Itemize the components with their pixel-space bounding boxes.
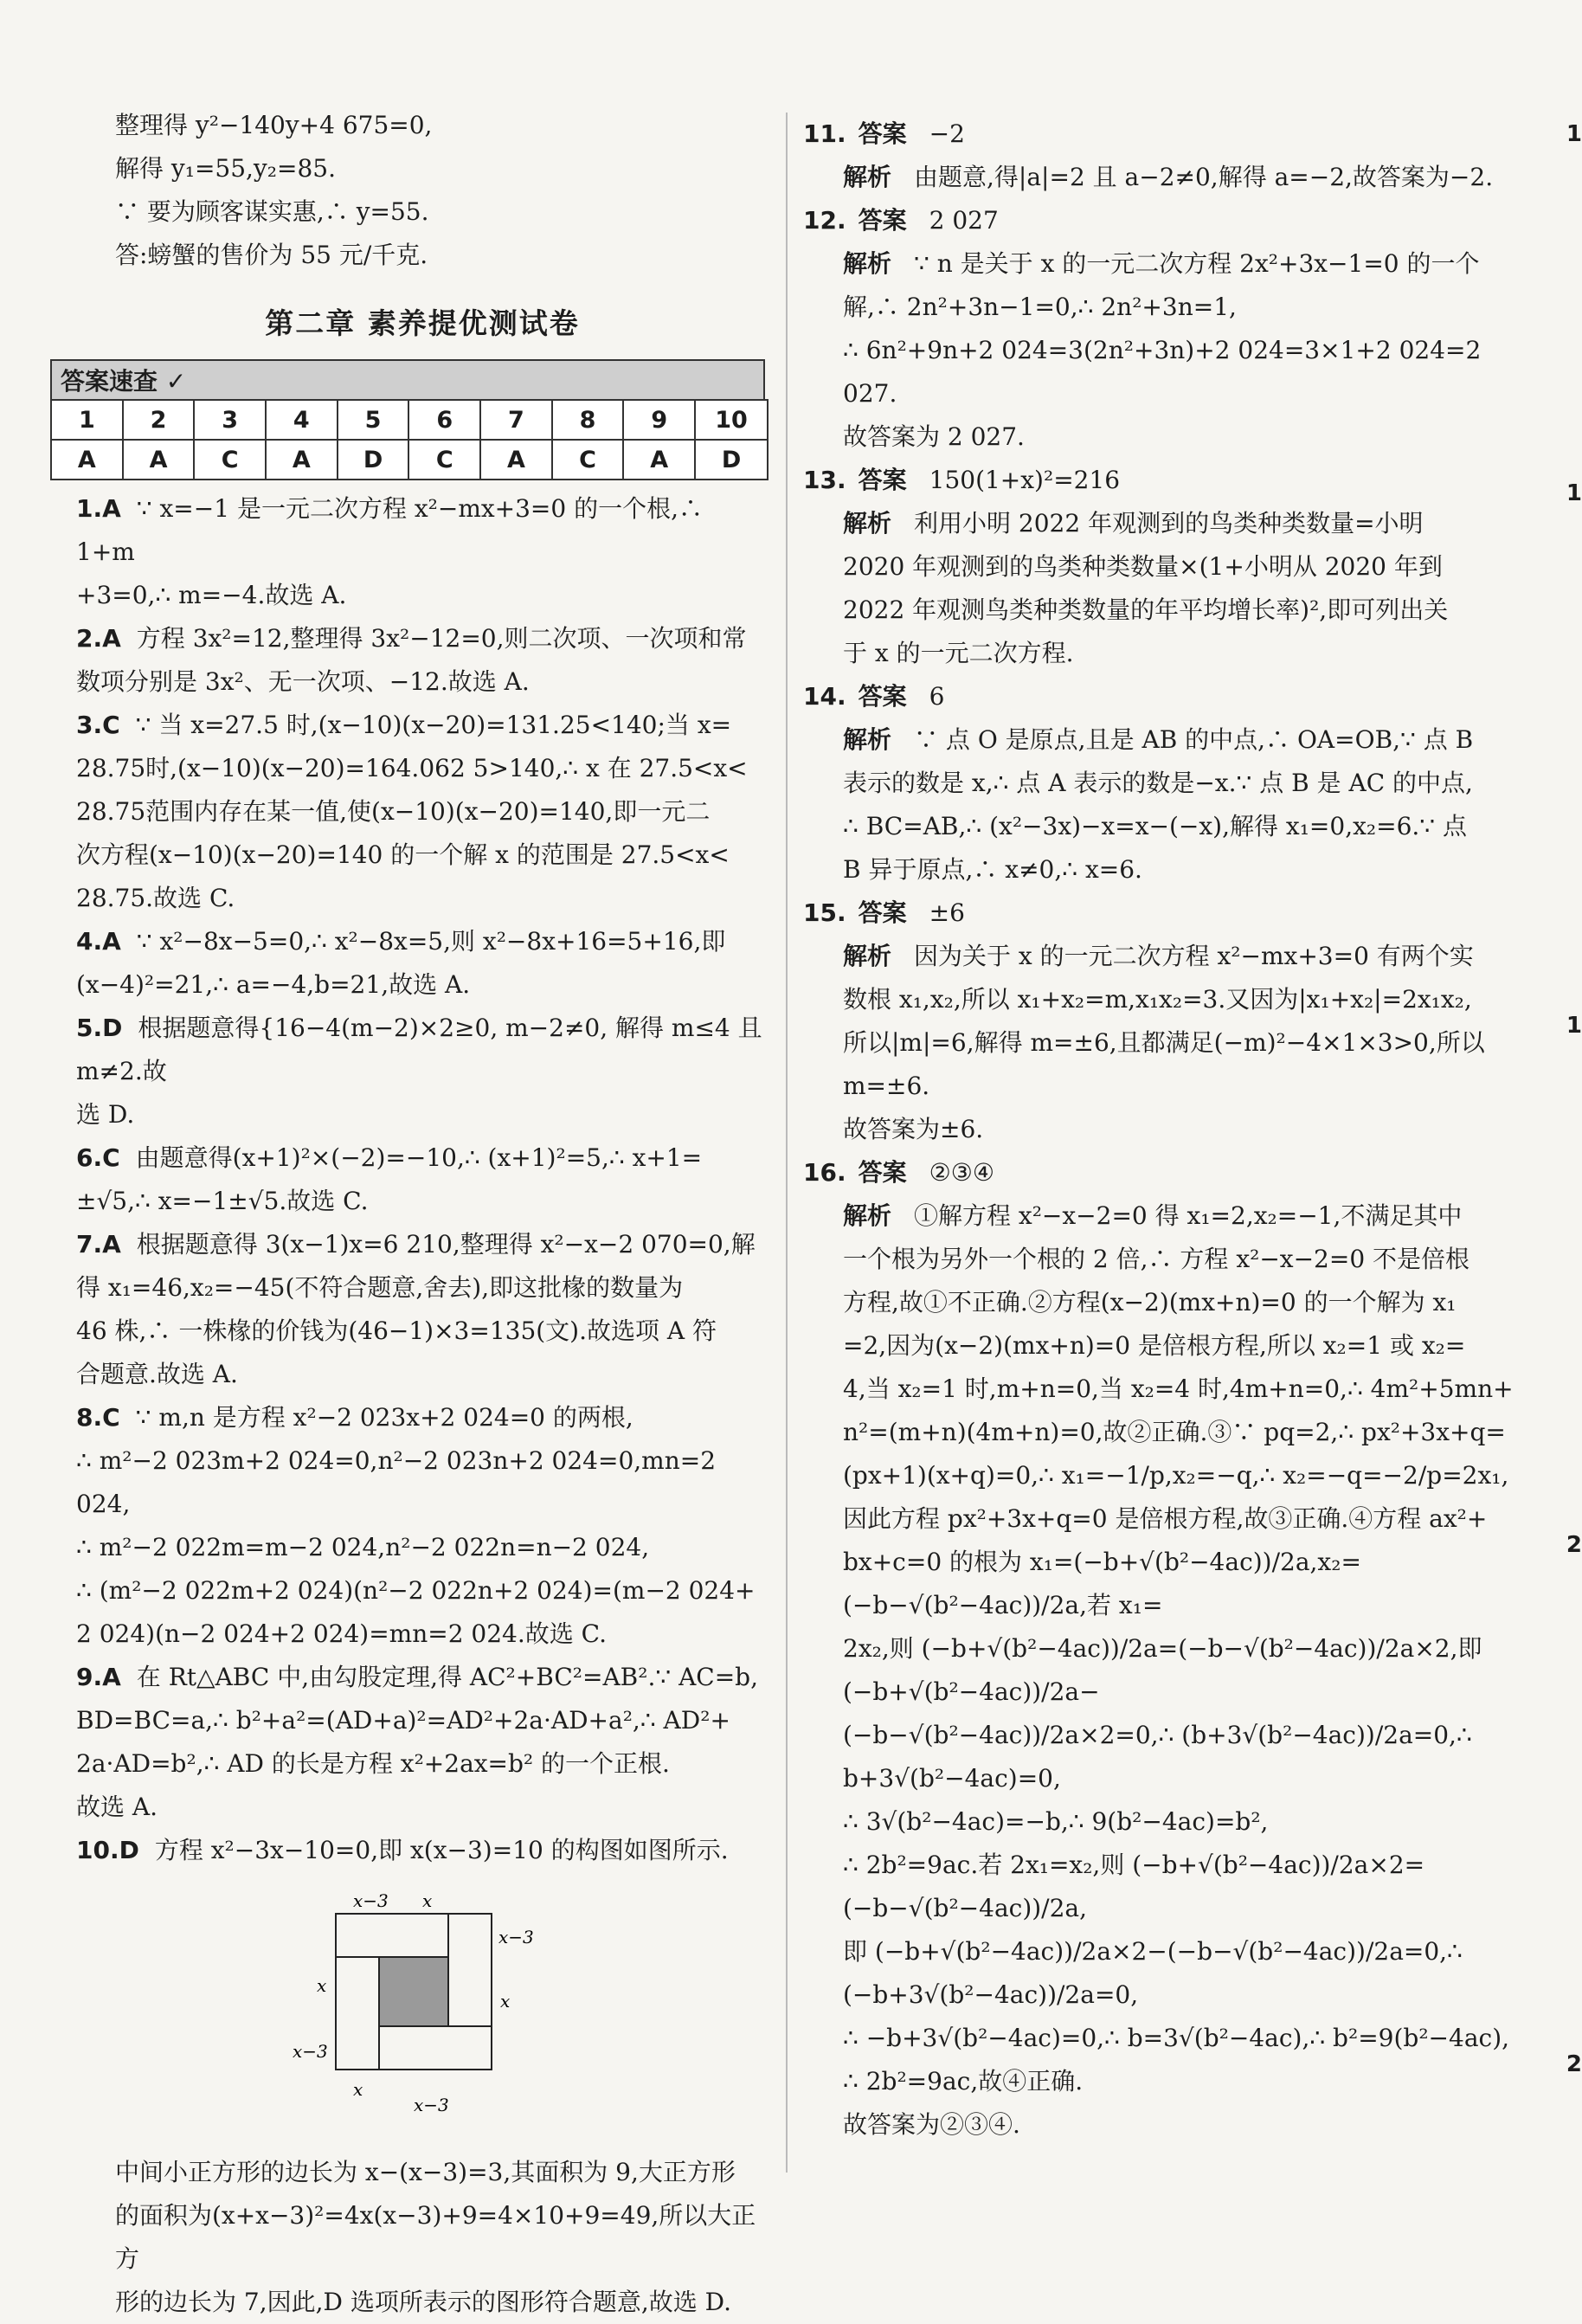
solution-text: (x−4)²=21,∴ a=−4,b=21,故选 A. <box>76 970 471 999</box>
solution-text: 28.75时,(x−10)(x−20)=164.062 5>140,∴ x 在 27.5<x< <box>76 754 748 782</box>
question-number: 9.A <box>76 1663 121 1691</box>
analysis-line <box>803 1194 1535 1238</box>
right-solutions <box>803 113 1535 2147</box>
key-answer: C <box>194 440 266 480</box>
answer-line <box>803 892 1535 935</box>
solution-text: 方程 x²−3x−10=0,即 x(x−3)=10 的构图如图所示. <box>154 1836 729 1864</box>
solution-text: 得 x₁=46,x₂=−45(不符合题意,舍去),即这批椽的数量为 <box>76 1273 684 1302</box>
label-top-b: x <box>422 1890 433 1911</box>
key-answer: C <box>408 440 480 480</box>
label-bottom-a: x <box>353 2079 363 2100</box>
key-number: 8 <box>552 400 624 440</box>
answer-key-numbers <box>51 400 768 440</box>
key-number: 4 <box>266 400 338 440</box>
analysis-label: 解析 <box>843 1201 892 1230</box>
answer-label: 答案 <box>858 119 907 148</box>
analysis-text: 由题意,得|a|=2 且 a−2≠0,解得 a=−2,故答案为−2. <box>914 163 1494 191</box>
analysis-text: ∵ 点 O 是原点,且是 AB 的中点,∴ OA=OB,∵ 点 B <box>914 725 1474 754</box>
question-number: 6.C <box>76 1143 120 1172</box>
answer-key-table <box>50 399 768 480</box>
analysis-line <box>803 1238 1535 1281</box>
answer-key-heading-text: 答案速查 <box>61 367 158 396</box>
solution-text: 46 株,∴ 一株椽的价钱为(46−1)×3=135(文).故选项 A 符 <box>76 1317 717 1345</box>
key-number: 7 <box>480 400 552 440</box>
solution-text: 根据题意得 3(x−1)x=6 210,整理得 x²−x−2 070=0,解 <box>136 1230 756 1259</box>
analysis-line <box>803 329 1535 415</box>
question-number: 7.A <box>76 1230 121 1259</box>
analysis-line <box>803 1800 1535 1844</box>
edge-mark: 1 <box>1566 480 1582 506</box>
analysis-line <box>803 1844 1535 1930</box>
analysis-line <box>803 805 1535 848</box>
key-number: 2 <box>123 400 195 440</box>
label-right-b: x <box>500 1991 511 2012</box>
answer-value: 2 027 <box>929 206 999 235</box>
solution-line <box>76 963 768 1007</box>
analysis-line <box>803 1627 1535 1714</box>
solution-line <box>76 1310 768 1353</box>
solution-line <box>76 790 768 834</box>
solution-line <box>76 1266 768 1310</box>
analysis-text: =2,因为(x−2)(mx+n)=0 是倍根方程,所以 x₂=1 或 x₂= <box>843 1331 1466 1360</box>
solution-line <box>76 1180 768 1223</box>
solution-line <box>76 1353 768 1396</box>
key-answer: D <box>695 440 768 480</box>
analysis-text: 因此方程 px²+3x+q=0 是倍根方程,故③正确.④方程 ax²+ <box>843 1504 1488 1533</box>
text-line: 形的边长为 7,因此,D 选项所表示的图形符合题意,故选 D. <box>115 2288 732 2316</box>
solution-text: ∴ (m²−2 022m+2 024)(n²−2 022n+2 024)=(m−2 024+ <box>76 1576 756 1605</box>
answer-label: 答案 <box>858 1158 907 1187</box>
solution-line <box>76 574 768 617</box>
edge-mark: 2 <box>1566 1532 1582 1558</box>
answer-value: 6 <box>929 682 945 711</box>
question-number: 4.A <box>76 927 121 956</box>
analysis-label: 解析 <box>843 725 892 754</box>
key-number: 6 <box>408 400 480 440</box>
analysis-text: ∴ 2b²=9ac.若 2x₁=x₂,则 (−b+√(b²−4ac))/2a×2=(−b−√(b²−4ac))/2a, <box>843 1851 1425 1922</box>
analysis-line <box>803 1714 1535 1800</box>
analysis-text: ∴ 6n²+9n+2 024=3(2n²+3n)+2 024=3×1+2 024=2 027. <box>843 336 1482 408</box>
analysis-line <box>803 2017 1535 2060</box>
analysis-text: 解,∴ 2n²+3n−1=0,∴ 2n²+3n=1, <box>843 293 1237 321</box>
analysis-line <box>803 1281 1535 1324</box>
question-number: 11. <box>803 119 846 148</box>
analysis-text: 数根 x₁,x₂,所以 x₁+x₂=m,x₁x₂=3.又因为|x₁+x₂|=2x₁x₂, <box>843 985 1472 1014</box>
inner-square <box>379 1957 448 2026</box>
solution-text: 故选 A. <box>76 1793 158 1821</box>
answer-line <box>803 675 1535 718</box>
key-answer: D <box>338 440 409 480</box>
solution-text: ∴ m²−2 023m+2 024=0,n²−2 023n+2 024=0,mn=2 024, <box>76 1446 717 1518</box>
analysis-line <box>803 242 1535 286</box>
analysis-label: 解析 <box>843 942 892 970</box>
question-number: 14. <box>803 682 846 711</box>
label-left-b: x−3 <box>293 2041 328 2062</box>
analysis-text: 方程,故①不正确.②方程(x−2)(mx+n)=0 的一个解为 x₁ <box>843 1288 1457 1317</box>
key-answer: A <box>623 440 695 480</box>
analysis-line <box>803 545 1535 589</box>
right-column <box>803 113 1535 2147</box>
solution-line <box>76 487 768 574</box>
solution-line <box>76 1786 768 1829</box>
solution-text: 2a·AD=b²,∴ AD 的长是方程 x²+2ax=b² 的一个正根. <box>76 1749 670 1778</box>
analysis-text: 4,当 x₂=1 时,m+n=0,当 x₂=4 时,4m+n=0,∴ 4m²+5mn+ <box>843 1374 1514 1403</box>
analysis-text: B 异于原点,∴ x≠0,∴ x=6. <box>843 855 1142 884</box>
key-number: 1 <box>51 400 123 440</box>
solution-text: BD=BC=a,∴ b²+a²=(AD+a)²=AD²+2a·AD+a²,∴ AD²+ <box>76 1706 730 1735</box>
solution-line <box>76 1093 768 1136</box>
solution-line <box>76 1569 768 1613</box>
solution-line <box>76 920 768 963</box>
solution-line <box>76 1007 768 1093</box>
answer-label: 答案 <box>858 682 907 711</box>
analysis-line <box>803 848 1535 892</box>
solution-line <box>76 704 768 747</box>
solution-line <box>76 1656 768 1699</box>
analysis-text: 2x₂,则 (−b+√(b²−4ac))/2a=(−b−√(b²−4ac))/2a×2,即 (−b+√(b²−4ac))/2a− <box>843 1634 1482 1706</box>
question-number: 8.C <box>76 1403 120 1432</box>
key-answer: A <box>480 440 552 480</box>
solution-text: 根据题意得{16−4(m−2)×2≥0, m−2≠0, 解得 m≤4 且 m≠2.故 <box>76 1014 762 1085</box>
answer-value: ±6 <box>929 898 965 927</box>
solution-text: 2 024)(n−2 024+2 024)=mn=2 024.故选 C. <box>76 1619 607 1648</box>
answer-line <box>803 113 1535 156</box>
solution-text: ∴ m²−2 022m=m−2 024,n²−2 022n=n−2 024, <box>76 1533 650 1561</box>
analysis-text: ∵ n 是关于 x 的一元二次方程 2x²+3x−1=0 的一个 <box>914 249 1480 278</box>
analysis-text: 2022 年观测鸟类种类数量的年平均增长率)²,即可列出关 <box>843 595 1449 624</box>
label-left-a: x <box>317 1975 327 1996</box>
answer-label: 答案 <box>858 206 907 235</box>
analysis-text: (−b−√(b²−4ac))/2a×2=0,∴ (b+3√(b²−4ac))/2a=0,∴ b+3√(b²−4ac)=0, <box>843 1721 1472 1793</box>
key-answer: A <box>266 440 338 480</box>
text-line: 整理得 y²−140y+4 675=0, <box>115 111 433 139</box>
solution-line <box>76 877 768 920</box>
solution-line <box>76 1223 768 1266</box>
solution-text: ∵ x²−8x−5=0,∴ x²−8x=5,则 x²−8x+16=5+16,即 <box>136 927 726 956</box>
question-number: 16. <box>803 1158 846 1187</box>
analysis-line <box>803 1065 1535 1108</box>
solution-line <box>76 1396 768 1439</box>
text-line: 答:螃蟹的售价为 55 元/千克. <box>115 241 428 269</box>
solution-text: 方程 3x²=12,整理得 3x²−12=0,则二次项、一次项和常 <box>136 624 747 653</box>
analysis-label: 解析 <box>843 163 892 191</box>
solution-line <box>76 834 768 877</box>
analysis-text: bx+c=0 的根为 x₁=(−b+√(b²−4ac))/2a,x₂=(−b−√(b²−4ac))/2a,若 x₁= <box>843 1548 1361 1619</box>
analysis-text: ∴ 3√(b²−4ac)=−b,∴ 9(b²−4ac)=b², <box>843 1807 1269 1836</box>
label-bottom-b: x−3 <box>414 2095 449 2115</box>
column-divider <box>786 113 788 2173</box>
solution-line <box>76 1526 768 1569</box>
key-number: 3 <box>194 400 266 440</box>
text-line: 中间小正方形的边长为 x−(x−3)=3,其面积为 9,大正方形 <box>115 2158 736 2186</box>
question-number: 12. <box>803 206 846 235</box>
solution-line <box>76 660 768 704</box>
solution-text: 次方程(x−10)(x−20)=140 的一个解 x 的范围是 27.5<x< <box>76 840 730 869</box>
answer-key-heading <box>50 359 765 399</box>
analysis-line <box>803 1454 1535 1497</box>
question-number: 1.A <box>76 494 121 523</box>
analysis-text: 2020 年观测到的鸟类种类数量×(1+小明从 2020 年到 <box>843 552 1443 581</box>
label-top-a: x−3 <box>353 1890 389 1911</box>
analysis-line <box>803 978 1535 1021</box>
edge-mark: 1 <box>1566 121 1582 147</box>
analysis-text: 即 (−b+√(b²−4ac))/2a×2−(−b−√(b²−4ac))/2a=0,∴ (−b+3√(b²−4ac))/2a=0, <box>843 1937 1463 2009</box>
section-title: 第二章 素养提优测试卷 <box>265 306 580 340</box>
answer-value: −2 <box>929 119 965 148</box>
question-number: 3.C <box>76 711 120 739</box>
solution-line <box>76 1829 768 1872</box>
analysis-line <box>803 632 1535 675</box>
left-solutions <box>76 487 768 1872</box>
solution-line <box>76 1439 768 1526</box>
analysis-text: m=±6. <box>843 1072 930 1100</box>
answer-label: 答案 <box>858 466 907 494</box>
analysis-text: ∴ −b+3√(b²−4ac)=0,∴ b=3√(b²−4ac),∴ b²=9(b²−4ac), <box>843 2024 1510 2052</box>
analysis-line <box>803 156 1535 199</box>
analysis-text: 一个根为另外一个根的 2 倍,∴ 方程 x²−x−2=0 不是倍根 <box>843 1245 1470 1273</box>
analysis-text: (px+1)(x+q)=0,∴ x₁=−1/p,x₂=−q,∴ x₂=−q=−2/p=2x₁, <box>843 1461 1509 1490</box>
edge-mark: 2 <box>1566 2051 1582 2077</box>
analysis-text: 所以|m|=6,解得 m=±6,且都满足(−m)²−4×1×3>0,所以 <box>843 1028 1485 1057</box>
analysis-text: ①解方程 x²−x−2=0 得 x₁=2,x₂=−1,不满足其中 <box>914 1201 1463 1230</box>
solution-line <box>76 617 768 660</box>
question-number: 5.D <box>76 1014 123 1042</box>
analysis-line <box>803 1324 1535 1368</box>
answer-line <box>803 459 1535 502</box>
analysis-line <box>803 762 1535 805</box>
analysis-line <box>803 415 1535 459</box>
solution-line <box>76 1699 768 1742</box>
solution-text: 数项分别是 3x²、无一次项、−12.故选 A. <box>76 667 530 696</box>
analysis-label: 解析 <box>843 509 892 538</box>
solution-text: ∵ m,n 是方程 x²−2 023x+2 024=0 的两根, <box>135 1403 633 1432</box>
solution-text: ∵ x=−1 是一元二次方程 x²−mx+3=0 的一个根,∴ 1+m <box>76 494 704 566</box>
key-number: 9 <box>623 400 695 440</box>
text-line: 的面积为(x+x−3)²=4x(x−3)+9=4×10+9=49,所以大正方 <box>115 2201 756 2273</box>
solution-line <box>76 747 768 790</box>
question-number: 15. <box>803 898 846 927</box>
square-diagram <box>293 1888 552 2139</box>
analysis-line <box>803 1411 1535 1454</box>
key-number: 5 <box>338 400 409 440</box>
solution-text: ±√5,∴ x=−1±√5.故选 C. <box>76 1187 369 1215</box>
analysis-text: 于 x 的一元二次方程. <box>843 639 1074 667</box>
edge-mark: 1 <box>1566 1013 1582 1039</box>
solution-text: 由题意得(x+1)²×(−2)=−10,∴ (x+1)²=5,∴ x+1= <box>135 1143 703 1172</box>
solution-text: ∵ 当 x=27.5 时,(x−10)(x−20)=131.25<140;当 x= <box>135 711 732 739</box>
solution-text: +3=0,∴ m=−4.故选 A. <box>76 581 347 609</box>
solution-text: 合题意.故选 A. <box>76 1360 238 1388</box>
solution-line <box>76 1136 768 1180</box>
analysis-line <box>803 718 1535 762</box>
analysis-line <box>803 935 1535 978</box>
solution-text: 选 D. <box>76 1100 135 1129</box>
answer-line <box>803 1151 1535 1194</box>
analysis-line <box>803 1368 1535 1411</box>
analysis-text: 故答案为 2 027. <box>843 422 1025 451</box>
key-answer: A <box>123 440 195 480</box>
analysis-text: 故答案为②③④. <box>843 2110 1020 2139</box>
analysis-text: 表示的数是 x,∴ 点 A 表示的数是−x.∵ 点 B 是 AC 的中点, <box>843 769 1473 797</box>
text-line: 解得 y₁=55,y₂=85. <box>115 154 336 183</box>
analysis-text: ∴ 2b²=9ac,故④正确. <box>843 2067 1084 2095</box>
solution-line <box>76 1613 768 1656</box>
analysis-text: 利用小明 2022 年观测到的鸟类种类数量=小明 <box>914 509 1424 538</box>
answer-line <box>803 199 1535 242</box>
analysis-line <box>803 1108 1535 1151</box>
question-number: 10.D <box>76 1836 139 1864</box>
solution-text: 28.75范围内存在某一值,使(x−10)(x−20)=140,即一元二 <box>76 797 711 826</box>
key-number: 10 <box>695 400 768 440</box>
solution-line <box>76 1742 768 1786</box>
answer-label: 答案 <box>858 898 907 927</box>
answer-value: ②③④ <box>929 1158 994 1187</box>
analysis-line <box>803 1021 1535 1065</box>
analysis-line <box>803 2060 1535 2103</box>
analysis-text: 故答案为±6. <box>843 1115 984 1143</box>
analysis-label: 解析 <box>843 249 892 278</box>
solution-text: 在 Rt△ABC 中,由勾股定理,得 AC²+BC²=AB².∵ AC=b, <box>136 1663 759 1691</box>
question-number: 13. <box>803 466 846 494</box>
analysis-line <box>803 2103 1535 2147</box>
analysis-line <box>803 1930 1535 2017</box>
key-answer: A <box>51 440 123 480</box>
answer-value: 150(1+x)²=216 <box>929 466 1121 494</box>
analysis-line <box>803 502 1535 545</box>
answer-key-answers <box>51 440 768 480</box>
key-answer: C <box>552 440 624 480</box>
question-number: 2.A <box>76 624 121 653</box>
solution-text: 28.75.故选 C. <box>76 884 235 912</box>
analysis-line <box>803 1497 1535 1541</box>
analysis-line <box>803 589 1535 632</box>
analysis-line <box>803 1541 1535 1627</box>
analysis-text: ∴ BC=AB,∴ (x²−3x)−x=x−(−x),解得 x₁=0,x₂=6.∵ 点 <box>843 812 1468 840</box>
check-icon: ✓ <box>165 367 187 396</box>
analysis-line <box>803 286 1535 329</box>
label-right-a: x−3 <box>498 1927 534 1947</box>
analysis-text: n²=(m+n)(4m+n)=0,故②正确.③∵ pq=2,∴ px²+3x+q= <box>843 1418 1506 1446</box>
text-line: ∵ 要为顾客谋实惠,∴ y=55. <box>115 197 429 226</box>
left-column <box>61 104 768 2324</box>
analysis-text: 因为关于 x 的一元二次方程 x²−mx+3=0 有两个实 <box>914 942 1474 970</box>
